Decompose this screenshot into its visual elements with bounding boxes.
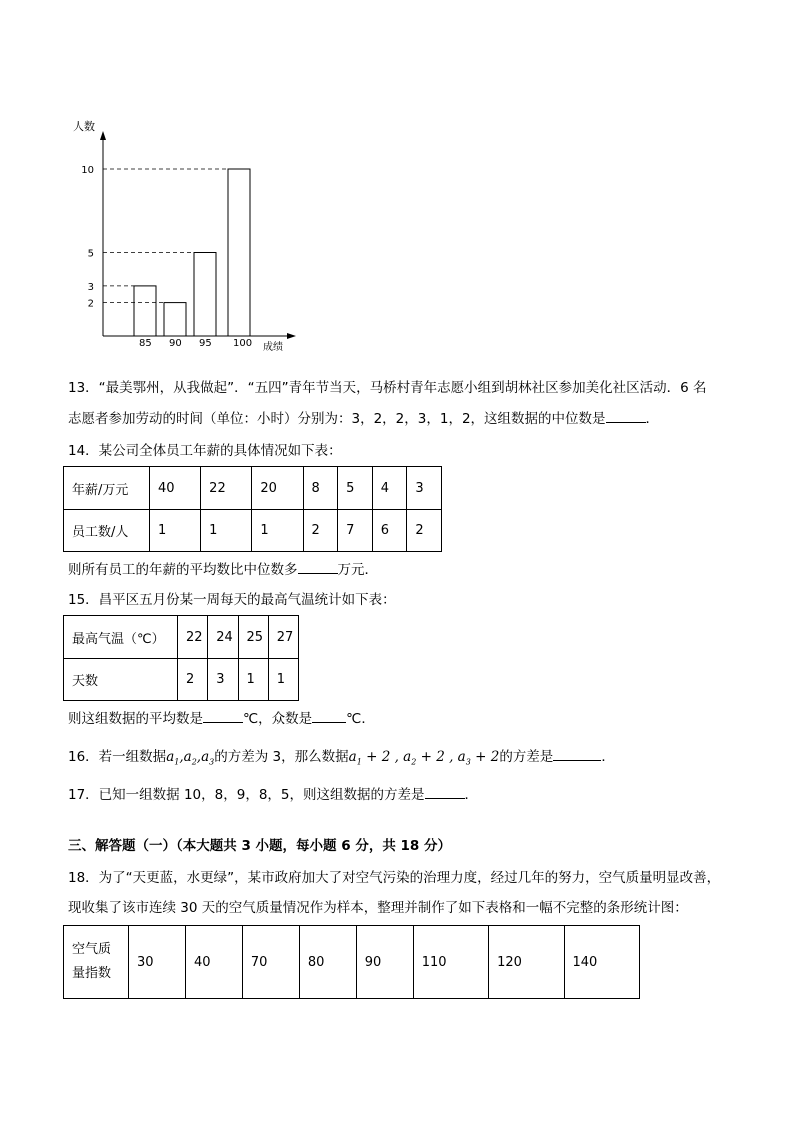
table-cell: 24 [208, 616, 238, 659]
bar-85 [134, 286, 156, 336]
q17-text: 17．已知一组数据 10，8，9，8，5，则这组数据的方差是 [68, 787, 425, 803]
q14-row-count [64, 510, 442, 552]
table-cell: 140 [564, 926, 640, 999]
table-cell: 1 [150, 510, 201, 552]
q15-row-days [64, 659, 299, 701]
table-cell: 5 [338, 467, 373, 510]
y-tick-label: 2 [87, 298, 94, 310]
q15-mode-blank[interactable] [312, 708, 346, 723]
q15-mean-blank[interactable] [203, 708, 243, 723]
q14-table [63, 466, 442, 552]
bar-100 [228, 169, 250, 336]
table-cell: 4 [372, 467, 407, 510]
q18-table [63, 925, 640, 999]
q14-answer-blank[interactable] [298, 559, 338, 574]
q15-row-temp [64, 616, 299, 659]
table-cell: 80 [299, 926, 356, 999]
bar-chart [60, 105, 320, 360]
x-axis-label: 成绩 [263, 342, 283, 353]
x-tick-label: 85 [139, 338, 152, 349]
q15-intro: 15．昌平区五月份某一周每天的最高气温统计如下表： [68, 592, 396, 608]
q17-end: ． [464, 787, 479, 803]
table-cell: 25 [238, 616, 268, 659]
table-cell: 年薪/万元 [64, 467, 150, 510]
x-axis-arrow [287, 333, 296, 339]
table-cell: 22 [201, 467, 252, 510]
table-cell: 最高气温（℃） [64, 616, 178, 659]
q15-text-b: ℃，众数是 [243, 711, 313, 727]
table-cell: 30 [129, 926, 186, 999]
q16-line [68, 746, 615, 773]
chart-group [73, 119, 296, 353]
q14-after [68, 559, 378, 580]
table-cell: 2 [303, 510, 338, 552]
table-cell: 1 [268, 659, 298, 701]
q15-table [63, 615, 299, 701]
table-cell: 40 [150, 467, 201, 510]
y-axis-arrow [100, 131, 106, 140]
header-line1: 空气质 [72, 942, 112, 957]
q18-row [64, 926, 640, 999]
table-cell: 7 [338, 510, 373, 552]
table-cell: 8 [303, 467, 338, 510]
x-tick-label: 95 [199, 338, 212, 349]
x-tick-label: 100 [233, 338, 253, 349]
table-cell: 2 [407, 510, 442, 552]
q16-answer-blank[interactable] [553, 746, 601, 761]
q14-text: 则所有员工的年薪的平均数比中位数多 [68, 562, 298, 578]
table-header-cell [64, 926, 129, 999]
y-tick-label: 3 [87, 281, 94, 293]
table-cell: 6 [372, 510, 407, 552]
q16-text-a: 16．若一组数据 [68, 749, 167, 765]
table-cell: 2 [178, 659, 208, 701]
table-cell: 3 [407, 467, 442, 510]
x-tick-label: 90 [169, 338, 182, 349]
y-tick-label: 10 [81, 165, 94, 176]
table-cell: 1 [252, 510, 303, 552]
table-cell: 27 [268, 616, 298, 659]
q15-text-a: 则这组数据的平均数是 [68, 711, 203, 727]
table-cell: 90 [356, 926, 413, 999]
header-line2: 量指数 [72, 966, 112, 981]
q18-line1: 18．为了“天更蓝，水更绿”，某市政府加大了对空气污染的治理力度，经过几年的努力，空气质量明显改善， [68, 870, 721, 886]
q17-line [68, 784, 478, 805]
bar-95 [194, 253, 216, 337]
q16-end: ． [601, 749, 615, 765]
q13-text: 志愿者参加劳动的时间（单位：小时）分别为：3，2，2，3，1，2，这组数据的中位数是 [68, 411, 606, 427]
table-cell: 110 [413, 926, 488, 999]
table-cell: 1 [201, 510, 252, 552]
q18-line2: 现收集了该市连续 30 天的空气质量情况作为样本，整理并制作了如下表格和一幅不完整的条形统计图： [68, 900, 688, 916]
section-three-heading: 三、解答题（一）（本大题共 3 小题，每小题 6 分，共 18 分） [68, 838, 452, 854]
table-cell: 120 [489, 926, 564, 999]
q14-intro: 14．某公司全体员工年薪的具体情况如下表： [68, 443, 342, 459]
q13-answer-blank[interactable] [606, 408, 646, 423]
y-tick-label: 5 [87, 248, 94, 260]
q16-text-b: 的方差为 3，那么数据 [214, 749, 349, 765]
y-axis-label: 人数 [73, 120, 95, 133]
q16-data-set: $a_1,a_2,a_3$ [166, 749, 215, 767]
table-cell: 70 [242, 926, 299, 999]
q13-line1: 13．“最美鄂州，从我做起”．“五四”青年节当天，马桥村青年志愿小组到胡林社区参加美化社区活动．6 名 [68, 380, 707, 396]
q15-text-c: ℃． [346, 711, 375, 727]
q13-line2 [68, 408, 659, 429]
table-cell: 员工数/人 [64, 510, 150, 552]
table-cell: 40 [185, 926, 242, 999]
table-cell: 天数 [64, 659, 178, 701]
q16-text-c: 的方差是 [499, 749, 554, 765]
q17-answer-blank[interactable] [425, 784, 465, 799]
q14-row-salary [64, 467, 442, 510]
bar-90 [164, 303, 186, 336]
q15-after [68, 708, 375, 729]
table-cell: 20 [252, 467, 303, 510]
q16-new-data-set: $a_1 + 2$ , $a_2 + 2$ , $a_3 + 2$ [348, 749, 500, 767]
q13-end: ． [645, 411, 660, 427]
q14-text-end: 万元． [337, 562, 378, 578]
table-cell: 3 [208, 659, 238, 701]
table-cell: 1 [238, 659, 268, 701]
table-cell: 22 [178, 616, 208, 659]
